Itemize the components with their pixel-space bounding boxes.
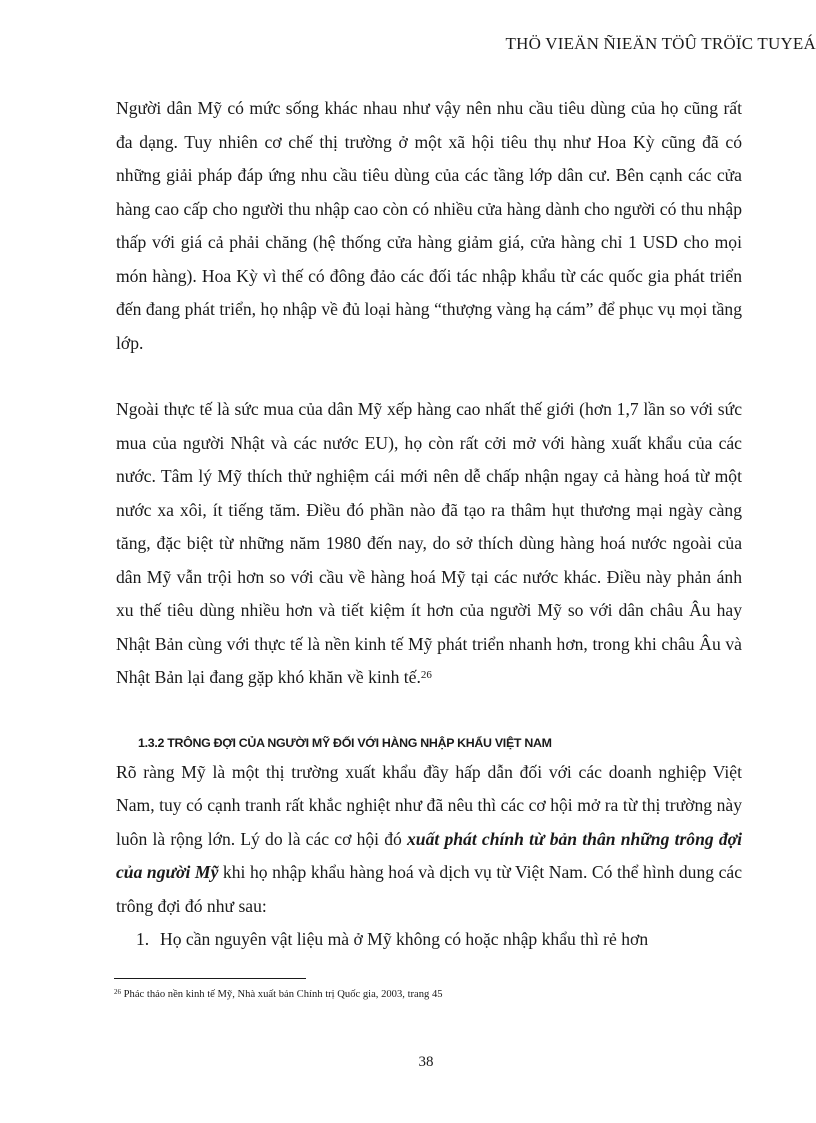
paragraph-text: Người dân Mỹ có mức sống khác nhau như vậy nên nhu cầu tiêu dùng của họ cũng rất đa dạng. Tuy nhiên cơ chế thị trường ở một xã hội tiêu thụ như Hoa Kỳ cũng đã có những giải pháp đáp ứng nhu cầu tiêu dùng của các tầng lớp dân cư. Bên cạnh các cửa hàng cao cấp cho người thu nhập cao còn có nhiều cửa hàng dành cho người có thu nhập thấp với giá cả phải chăng (hệ thống cửa hàng giảm giá, cửa hàng chỉ 1 USD cho mọi món hàng). Hoa Kỳ vì thế có đông đảo các đối tác nhập khẩu từ các quốc gia phát triển đến đang phát triển, họ nhập về đủ loại hàng “thượng vàng hạ cám” để phục vụ mọi tầng lớp. [116,98,742,353]
footnote-text: Phác thảo nền kinh tế Mỹ, Nhà xuất bản Chính trị Quốc gia, 2003, trang 45 [121,989,443,1000]
paragraph-text: Ngoài thực tế là sức mua của dân Mỹ xếp hàng cao nhất thế giới (hơn 1,7 lần so với sức mua của người Nhật và các nước EU), họ còn rất cởi mở với hàng xuất khẩu của các nước. Tâm lý Mỹ thích thử nghiệm cái mới nên dễ chấp nhận ngay cả hàng hoá từ một nước xa xôi, ít tiếng tăm. Điều đó phần nào đã tạo ra thâm hụt thương mại ngày càng tăng, đặc biệt từ những năm 1980 đến nay, do sở thích dùng hàng hoá nước ngoài của dân Mỹ vẫn trội hơn so với cầu về hàng hoá Mỹ tại các nước khác. Điều này phản ánh xu thế tiêu dùng nhiều hơn và tiết kiệm ít hơn của người Mỹ so với dân châu Âu hay Nhật Bản cùng với thực tế là nền kinh tế Mỹ phát triển nhanh hơn, trong khi châu Âu và Nhật Bản lại đang gặp khó khăn về kinh tế. [116,399,742,687]
paragraph-emphasis: xuất phát chính từ bản thân những trông đợi của người Mỹ [116,828,742,882]
paragraph-text-end: khi họ nhập khẩu hàng hoá và dịch vụ từ Việt Nam. Có thể hình dung các trông đợi đó như sau: [116,862,743,916]
footnote-number: 26 [114,988,121,996]
list-item-text: Họ cần nguyên vật liệu mà ở Mỹ không có hoặc nhập khẩu thì rẻ hơn [160,929,649,949]
list-item-number: 1. [136,929,150,949]
footnote-reference: 26 [420,669,432,681]
page-number: 38 [418,1054,434,1070]
paragraph-expectations-intro [116,756,742,924]
page-body [116,92,742,957]
paragraph-consumer-diversity [116,92,742,360]
paragraph-purchasing-power [116,393,742,695]
page-header [416,34,816,54]
section-heading: 1.3.2 TRÔNG ĐỢI CỦA NGƯỜI MỸ ĐỐI VỚI HÀNG NHẬP KHẨU VIỆT NAM [138,735,552,750]
footnote-divider [114,978,306,979]
list-item [116,923,742,957]
footnote [114,988,754,1002]
header-title: THÖ VIEÄN ÑIEÄN TÖÛ TRÖÏC TUYEÁ [505,34,816,53]
expectations-list [116,923,742,957]
paragraph-text-start: Rõ ràng Mỹ là một thị trường xuất khẩu đầy hấp dẫn đối với các doanh nghiệp Việt Nam, tuy có cạnh tranh rất khắc nghiệt như đã nêu thì các cơ hội mở ra từ thị trường này luôn là rộng lớn. Lý do là các cơ hội đó [116,761,742,849]
